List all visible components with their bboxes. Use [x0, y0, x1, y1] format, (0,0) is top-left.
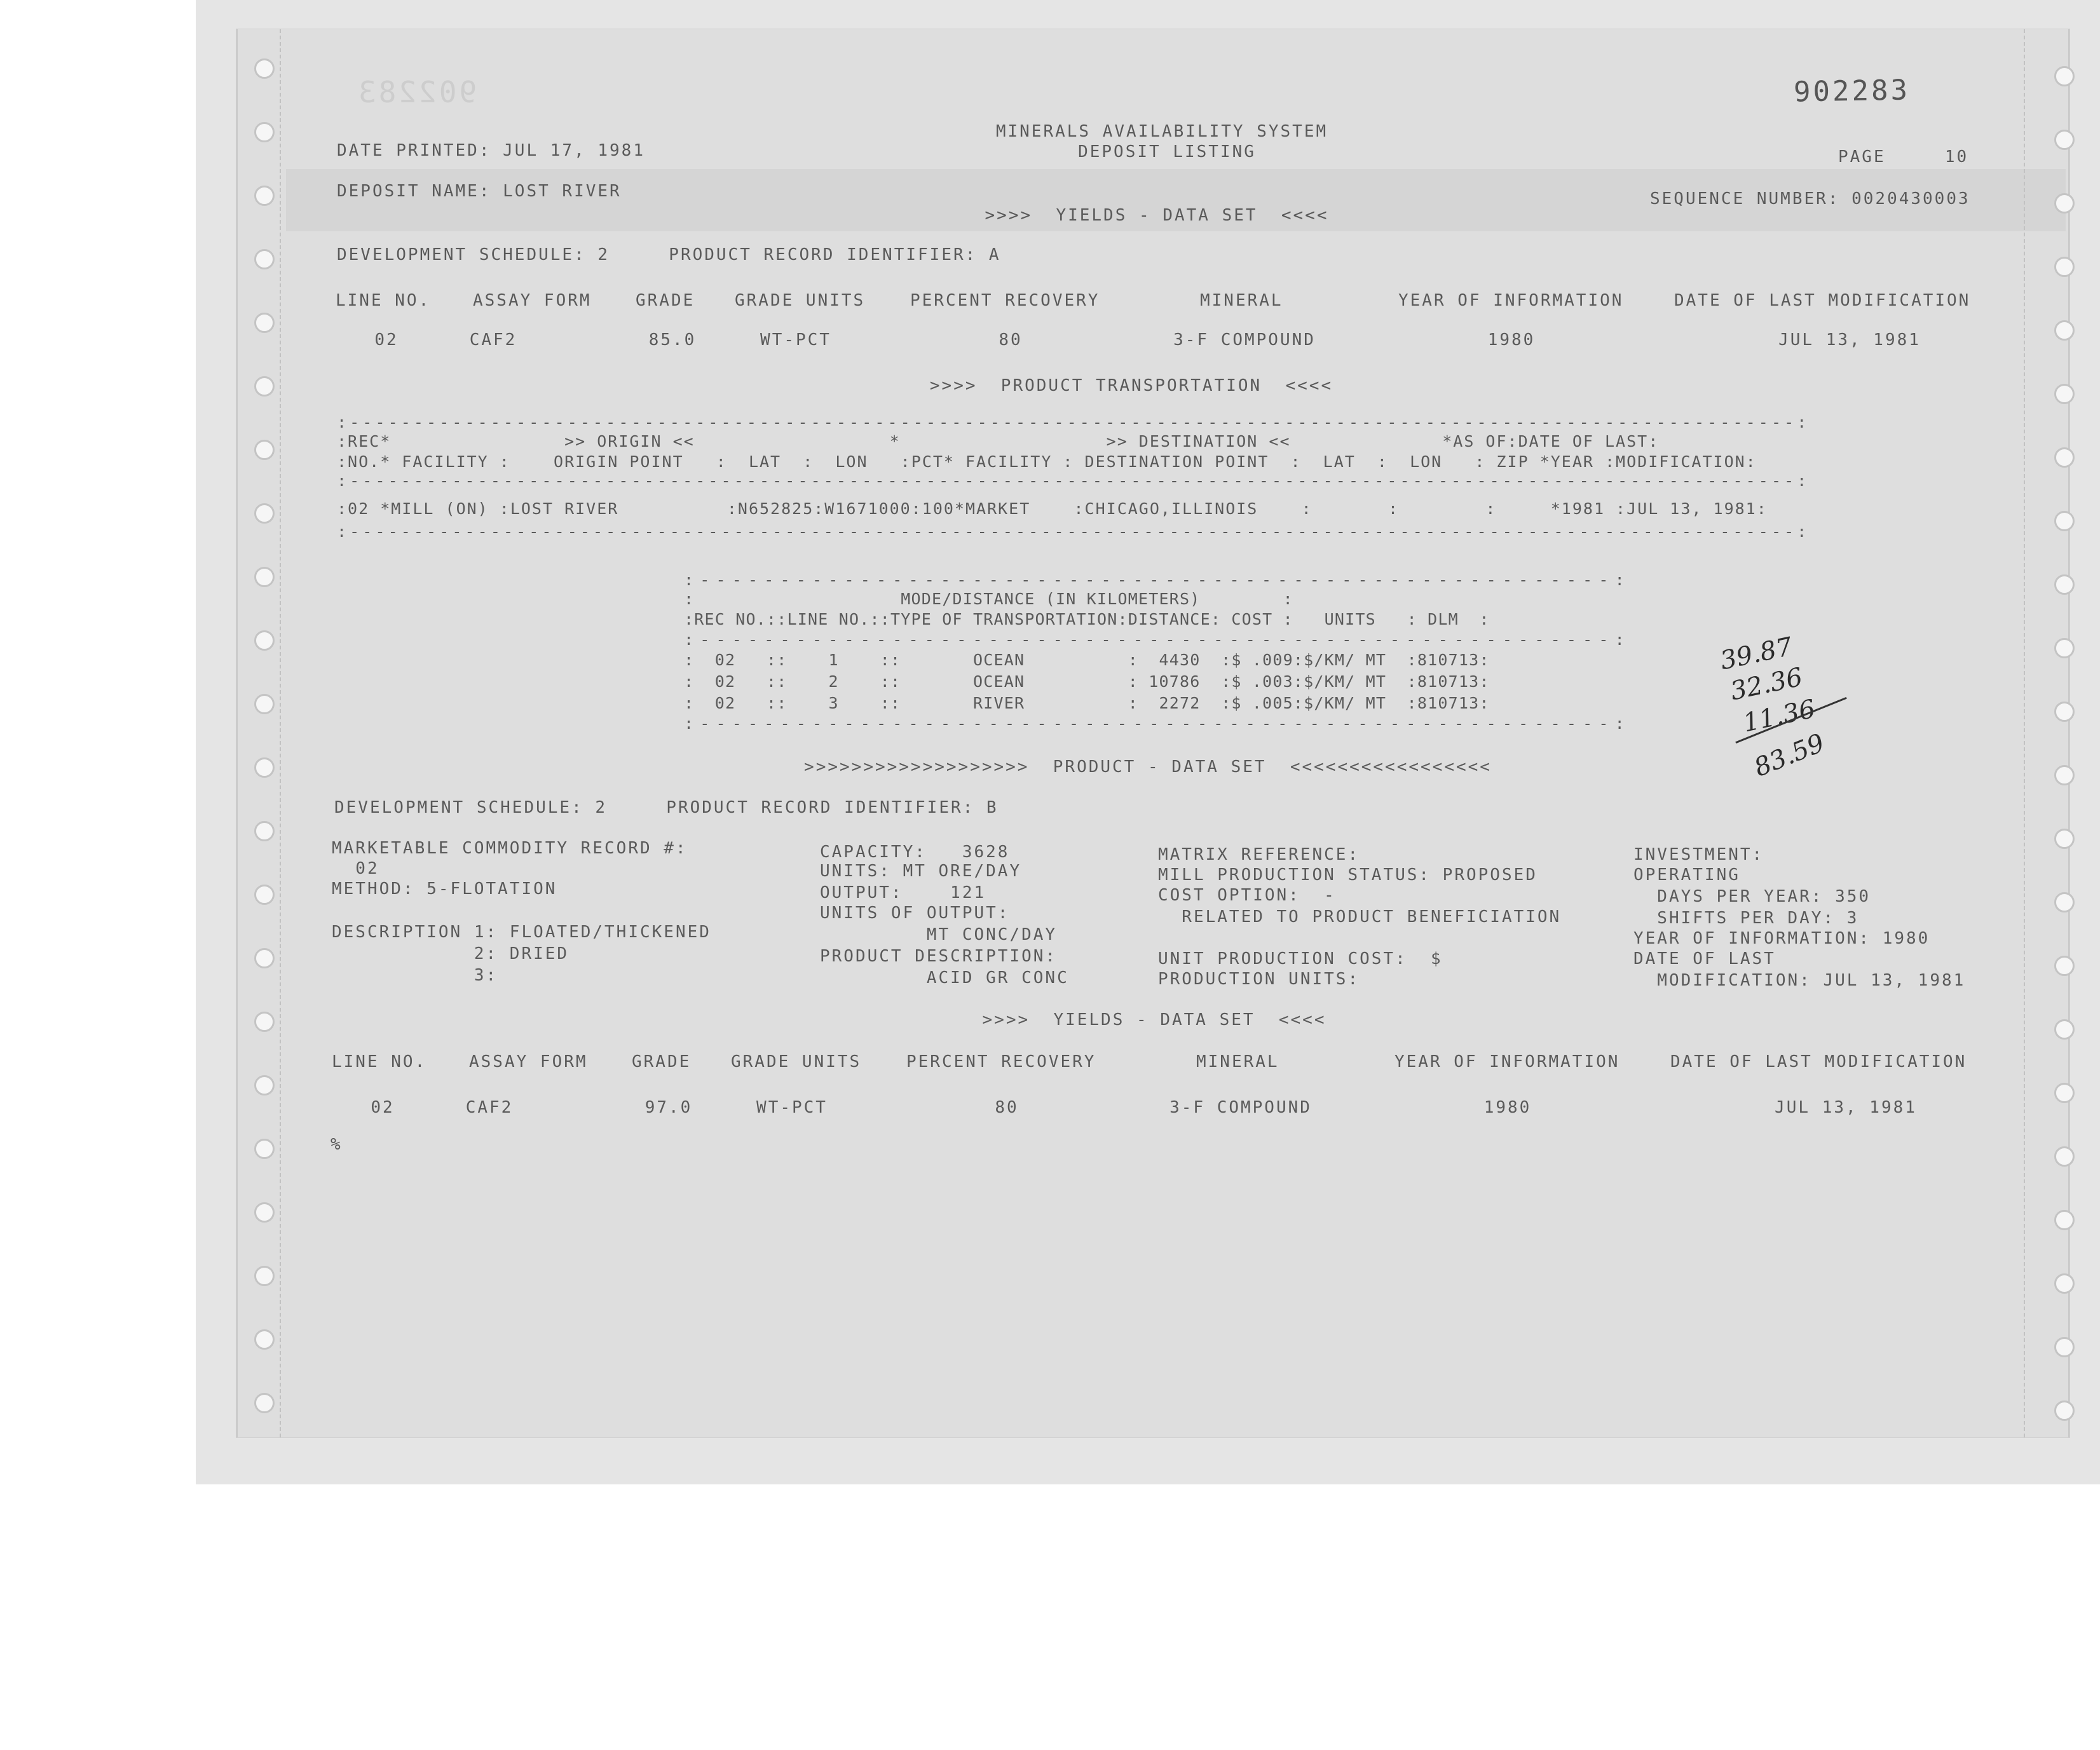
- tractor-hole-right: [2054, 829, 2075, 849]
- product-field: MARKETABLE COMMODITY RECORD #:: [332, 839, 688, 858]
- tractor-hole-right: [2054, 956, 2075, 976]
- tractor-hole-left: [254, 1075, 275, 1095]
- tractor-hole-right: [2054, 1337, 2075, 1357]
- yields-section-title-2: >>>> YIELDS - DATA SET <<<<: [982, 1010, 1326, 1029]
- column-header: LINE NO.: [332, 1052, 427, 1071]
- table-rule: :---------------------------------------------------------:: [684, 571, 1631, 589]
- column-header: LINE NO.: [336, 291, 431, 310]
- tractor-hole-left: [254, 821, 275, 841]
- tractor-hole-right: [2054, 702, 2075, 722]
- handwritten-total: 83.59: [1750, 728, 1829, 783]
- mode-header-line: :REC NO.::LINE NO.::TYPE OF TRANSPORTATION:DISTANCE: COST : UNITS : DLM :: [684, 610, 1490, 628]
- end-marker: %: [331, 1135, 341, 1154]
- table-cell: 3-F COMPOUND: [1173, 330, 1316, 349]
- development-schedule: DEVELOPMENT SCHEDULE: 2 PRODUCT RECORD IDENTIFIER: A: [337, 245, 1001, 264]
- tractor-hole-right: [2054, 66, 2075, 86]
- page-number: PAGE 10: [1838, 147, 1969, 166]
- tractor-hole-right: [2054, 257, 2075, 277]
- transport-header-line: :REC* >> ORIGIN << * >> DESTINATION << *AS OF:DATE OF LAST:: [337, 432, 1660, 451]
- system-title: MINERALS AVAILABILITY SYSTEM: [995, 122, 1328, 141]
- tractor-hole-left: [254, 757, 275, 778]
- tractor-hole-left: [254, 249, 275, 269]
- transport-header-line: :NO.* FACILITY : ORIGIN POINT : LAT : LON :PCT* FACILITY : DESTINATION POINT : LAT : LON : ZIP *YEAR :MODIFICATION:: [337, 452, 1757, 471]
- table-cell: 80: [995, 1098, 1019, 1117]
- tractor-hole-left: [254, 1393, 275, 1413]
- table-rule: :-----------------------------------------------------------------------------------------------------------------:: [337, 471, 1810, 490]
- deposit-name: DEPOSIT NAME: LOST RIVER: [337, 182, 622, 201]
- bleed-through-number: 902283: [356, 75, 477, 109]
- tractor-hole-left: [254, 440, 275, 460]
- product-field: ACID GR CONC: [820, 968, 1069, 987]
- product-field: PRODUCT DESCRIPTION:: [820, 947, 1058, 966]
- tractor-hole-left: [254, 376, 275, 397]
- tractor-hole-left: [254, 58, 275, 79]
- table-rule: :-----------------------------------------------------------------------------------------------------------------:: [337, 413, 1810, 431]
- product-field: CAPACITY: 3628: [820, 843, 1010, 862]
- tractor-hole-right: [2054, 638, 2075, 658]
- tractor-hole-left: [254, 1139, 275, 1159]
- product-field: UNIT PRODUCTION COST: $: [1158, 949, 1443, 968]
- handwritten-value: 32.36: [1728, 662, 1806, 707]
- product-field: 3:: [332, 966, 498, 985]
- tractor-hole-left: [254, 122, 275, 142]
- product-field: DESCRIPTION 1: FLOATED/THICKENED: [332, 923, 711, 942]
- product-field: MATRIX REFERENCE:: [1158, 845, 1360, 864]
- tractor-hole-right: [2054, 447, 2075, 468]
- column-header: PERCENT RECOVERY: [910, 291, 1100, 310]
- table-cell: CAF2: [465, 1098, 514, 1117]
- tractor-hole-left: [254, 694, 275, 714]
- column-header: DATE OF LAST MODIFICATION: [1670, 1052, 1967, 1071]
- product-field: YEAR OF INFORMATION: 1980: [1633, 929, 1930, 948]
- tractor-hole-right: [2054, 1401, 2075, 1421]
- product-field: MT CONC/DAY: [820, 925, 1058, 944]
- tractor-hole-right: [2054, 320, 2075, 341]
- product-field: DATE OF LAST: [1633, 949, 1776, 968]
- tractor-hole-left: [254, 885, 275, 905]
- table-cell: WT-PCT: [756, 1098, 828, 1117]
- product-development-schedule: DEVELOPMENT SCHEDULE: 2 PRODUCT RECORD IDENTIFIER: B: [334, 798, 999, 817]
- product-field: METHOD: 5-FLOTATION: [332, 879, 557, 899]
- table-cell: 02: [371, 1098, 395, 1117]
- mode-row: : 02 :: 3 :: RIVER : 2272 :$ .005:$/KM/ MT :810713:: [684, 694, 1490, 712]
- product-field: PRODUCTION UNITS:: [1158, 970, 1360, 989]
- column-header: YEAR OF INFORMATION: [1394, 1052, 1620, 1071]
- handwritten-value: 11.36: [1740, 694, 1818, 738]
- table-cell: CAF2: [469, 330, 517, 349]
- product-field: INVESTMENT:: [1633, 845, 1764, 864]
- tractor-hole-right: [2054, 384, 2075, 404]
- product-field: MODIFICATION: JUL 13, 1981: [1633, 971, 1966, 990]
- table-cell: 80: [999, 330, 1023, 349]
- date-printed: DATE PRINTED: JUL 17, 1981: [337, 141, 645, 160]
- column-header: MINERAL: [1196, 1052, 1279, 1071]
- tractor-hole-right: [2054, 1019, 2075, 1040]
- tractor-hole-left: [254, 1202, 275, 1223]
- product-field: 2: DRIED: [332, 944, 569, 963]
- tractor-hole-left: [254, 1012, 275, 1032]
- table-rule: :-----------------------------------------------------------------------------------------------------------------:: [337, 522, 1810, 541]
- column-header: ASSAY FORM: [469, 1052, 588, 1071]
- column-header: MINERAL: [1200, 291, 1283, 310]
- product-section-title: >>>>>>>>>>>>>>>>>>> PRODUCT - DATA SET <<<<<<<<<<<<<<<<<: [804, 757, 1492, 777]
- table-rule: :---------------------------------------------------------:: [684, 714, 1631, 733]
- table-cell: 97.0: [644, 1098, 693, 1117]
- product-field: OPERATING: [1633, 865, 1740, 885]
- transport-row: :02 *MILL (ON) :LOST RIVER :N652825:W1671000:100*MARKET :CHICAGO,ILLINOIS : : : *1981 :JUL 13, 1981:: [337, 499, 1768, 518]
- tractor-hole-right: [2054, 511, 2075, 531]
- column-header: PERCENT RECOVERY: [906, 1052, 1096, 1071]
- column-header: GRADE UNITS: [731, 1052, 862, 1071]
- column-header: GRADE: [632, 1052, 692, 1071]
- perforation-line-right: [2024, 29, 2025, 1437]
- tractor-hole-left: [254, 1266, 275, 1286]
- table-rule: :---------------------------------------------------------:: [684, 630, 1631, 649]
- product-field: UNITS OF OUTPUT:: [820, 904, 1010, 923]
- product-field: RELATED TO PRODUCT BENEFICIATION: [1158, 907, 1562, 926]
- perforation-line-left: [280, 29, 281, 1437]
- table-cell: 1980: [1483, 1098, 1532, 1117]
- tractor-hole-left: [254, 313, 275, 333]
- mode-header-line: : MODE/DISTANCE (IN KILOMETERS) :: [684, 590, 1293, 608]
- tractor-hole-right: [2054, 130, 2075, 150]
- tractor-hole-right: [2054, 1273, 2075, 1294]
- listing-title: DEPOSIT LISTING: [1078, 142, 1256, 161]
- tractor-hole-left: [254, 503, 275, 524]
- table-cell: JUL 13, 1981: [1775, 1098, 1917, 1117]
- mode-row: : 02 :: 1 :: OCEAN : 4430 :$ .009:$/KM/ MT :810713:: [684, 651, 1490, 669]
- tractor-hole-left: [254, 948, 275, 968]
- tractor-hole-right: [2054, 1210, 2075, 1230]
- table-cell: WT-PCT: [760, 330, 831, 349]
- table-cell: 85.0: [648, 330, 697, 349]
- document-number: 902283: [1793, 74, 1911, 109]
- tractor-hole-right: [2054, 765, 2075, 785]
- tractor-hole-left: [254, 630, 275, 651]
- table-cell: 02: [374, 330, 399, 349]
- column-header: GRADE UNITS: [735, 291, 866, 310]
- tractor-hole-left: [254, 567, 275, 587]
- tractor-hole-left: [254, 1329, 275, 1350]
- sequence-number: SEQUENCE NUMBER: 0020430003: [1650, 189, 1970, 208]
- mode-row: : 02 :: 2 :: OCEAN : 10786 :$ .003:$/KM/ MT :810713:: [684, 672, 1490, 691]
- tractor-hole-right: [2054, 892, 2075, 912]
- product-field: DAYS PER YEAR: 350: [1633, 887, 1871, 906]
- column-header: DATE OF LAST MODIFICATION: [1674, 291, 1971, 310]
- product-field: COST OPTION: -: [1158, 886, 1336, 905]
- product-field: 02: [332, 859, 379, 878]
- column-header: ASSAY FORM: [473, 291, 592, 310]
- transportation-section-title: >>>> PRODUCT TRANSPORTATION <<<<: [929, 376, 1333, 395]
- product-field: MILL PRODUCTION STATUS: PROPOSED: [1158, 865, 1538, 885]
- tractor-hole-right: [2054, 1146, 2075, 1167]
- tractor-hole-right: [2054, 1083, 2075, 1103]
- table-cell: 3-F COMPOUND: [1169, 1098, 1312, 1117]
- yields-section-title: >>>> YIELDS - DATA SET <<<<: [985, 206, 1329, 225]
- column-header: YEAR OF INFORMATION: [1398, 291, 1624, 310]
- tractor-hole-right: [2054, 193, 2075, 214]
- product-field: UNITS: MT ORE/DAY: [820, 862, 1022, 881]
- table-cell: 1980: [1487, 330, 1536, 349]
- tractor-hole-right: [2054, 574, 2075, 595]
- table-cell: JUL 13, 1981: [1778, 330, 1921, 349]
- product-field: SHIFTS PER DAY: 3: [1633, 909, 1859, 928]
- column-header: GRADE: [636, 291, 695, 310]
- handwritten-value: 39.87: [1717, 632, 1796, 676]
- tractor-hole-left: [254, 186, 275, 206]
- product-field: OUTPUT: 121: [820, 883, 986, 902]
